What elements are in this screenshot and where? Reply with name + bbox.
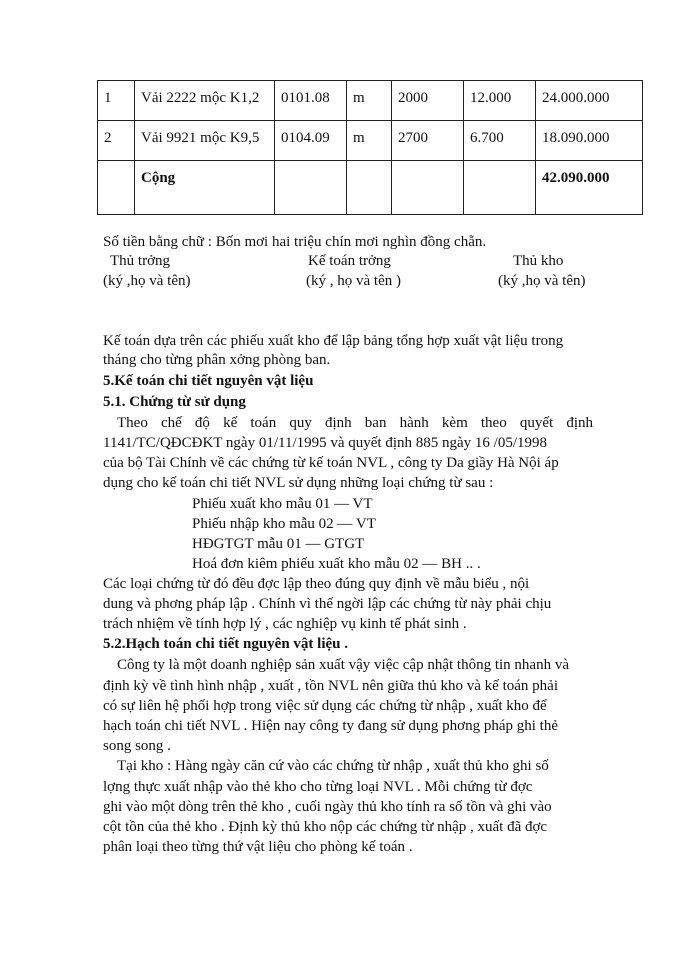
paragraph-line: Các loại chứng từ đó đều đợc lập theo đúng quy định về mẫu biểu , nội	[103, 576, 530, 592]
total-value: 42.090.000	[536, 161, 643, 215]
paragraph-line: lợng thực xuất nhập vào thẻ kho cho từng loại NVL . Mỗi chứng từ đợc	[103, 779, 533, 795]
paragraph-line: dung và phơng pháp lập . Chính vì thế ngời lập các chứng từ này phải chịu	[103, 596, 552, 612]
table-cell: 6.700	[464, 121, 536, 161]
table-cell	[464, 161, 536, 215]
table-cell: 0101.08	[275, 81, 347, 121]
table-cell: Vải 9921 mộc K9,5	[135, 121, 275, 161]
paragraph-line: của bộ Tài Chính về các chứng từ kế toán NVL , công ty Da giầy Hà Nội áp	[103, 455, 559, 471]
table-cell	[98, 161, 135, 215]
section-heading: 5.2.Hạch toán chi tiết nguyên vật liệu .	[103, 636, 349, 652]
table-cell	[392, 161, 464, 215]
table-row	[98, 121, 643, 161]
signature-note: (ký ,họ và tên)	[498, 273, 586, 289]
section-heading: 5.Kế toán chi tiết nguyên vật liệu	[103, 373, 314, 389]
document-item: Hoá đơn kiêm phiếu xuất kho mẫu 02 — BH .. .	[192, 556, 481, 572]
table-cell	[347, 161, 392, 215]
paragraph-line: hạch toán chi tiết NVL . Hiện nay công ty đang sử dụng phơng pháp ghi thẻ	[103, 718, 558, 734]
paragraph-line: định kỳ về tình hình nhập , xuất , tồn NVL nên giữa thủ kho và kế toán phải	[103, 678, 558, 694]
paragraph-line: có sự liên hệ phối hợp trong việc sử dụng các chứng từ nhập , xuất kho để	[103, 698, 547, 714]
materials-table	[97, 80, 643, 215]
paragraph-line: dụng cho kế toán chi tiết NVL sử dụng những loại chứng từ sau :	[103, 475, 494, 491]
paragraph-line: ghi vào một dòng trên thẻ kho , cuối ngày thủ kho tính ra số tồn và ghi vào	[103, 799, 552, 815]
table-cell	[275, 161, 347, 215]
paragraph-line: tháng cho từng phân xởng phòng ban.	[103, 352, 331, 368]
signature-title: Kế toán trởng	[308, 253, 391, 269]
table-cell: 2000	[392, 81, 464, 121]
paragraph-line: 1141/TC/QĐCĐKT ngày 01/11/1995 và quyết định 885 ngày 16 /05/1998	[103, 435, 548, 451]
document-item: Phiếu nhập kho mẫu 02 — VT	[192, 516, 376, 532]
table-cell: 2700	[392, 121, 464, 161]
amount-in-words: Số tiền bằng chữ : Bốn mơi hai triệu chín mơi nghìn đồng chẵn.	[103, 234, 487, 250]
signature-note: (ký , họ và tên )	[306, 273, 401, 289]
document-item: HĐGTGT mẫu 01 — GTGT	[192, 536, 365, 552]
paragraph-line: cột tồn của thẻ kho . Định kỳ thủ kho nộp các chứng từ nhập , xuất đã đợc	[103, 819, 548, 835]
table-cell: m	[347, 121, 392, 161]
table-cell: 24.000.000	[536, 81, 643, 121]
table-cell: 2	[98, 121, 135, 161]
section-heading: 5.1. Chứng từ sử dụng	[103, 394, 246, 410]
paragraph-line: Theo chế độ kế toán quy định ban hành kèm theo quyết định	[117, 415, 593, 431]
table-total-row	[98, 161, 643, 215]
table-cell: m	[347, 81, 392, 121]
signature-note: (ký ,họ và tên)	[103, 273, 191, 289]
table-cell: 12.000	[464, 81, 536, 121]
table-row	[98, 81, 643, 121]
paragraph-line: Kế toán dựa trên các phiếu xuất kho để lập bảng tổng hợp xuất vật liệu trong	[103, 333, 564, 349]
table-cell: 1	[98, 81, 135, 121]
paragraph-line: song song .	[103, 738, 171, 754]
signature-title: Thủ kho	[513, 253, 564, 269]
paragraph-line: Công ty là một doanh nghiệp sản xuất vậy việc cập nhật thông tin nhanh và	[117, 657, 569, 673]
paragraph-line: phân loại theo từng thứ vật liệu cho phòng kế toán .	[103, 839, 413, 855]
table-cell: 18.090.000	[536, 121, 643, 161]
paragraph-line: trách nhiệm về tính hợp lý , các nghiệp vụ kinh tế phát sinh .	[103, 616, 467, 632]
table-cell: Vải 2222 mộc K1,2	[135, 81, 275, 121]
signature-title: Thủ trởng	[110, 253, 171, 269]
table-cell: 0104.09	[275, 121, 347, 161]
paragraph-line: Tại kho : Hàng ngày căn cứ vào các chứng từ nhập , xuất thủ kho ghi số	[117, 758, 549, 774]
document-item: Phiếu xuất kho mẫu 01 — VT	[192, 496, 373, 512]
total-label: Cộng	[135, 161, 275, 215]
